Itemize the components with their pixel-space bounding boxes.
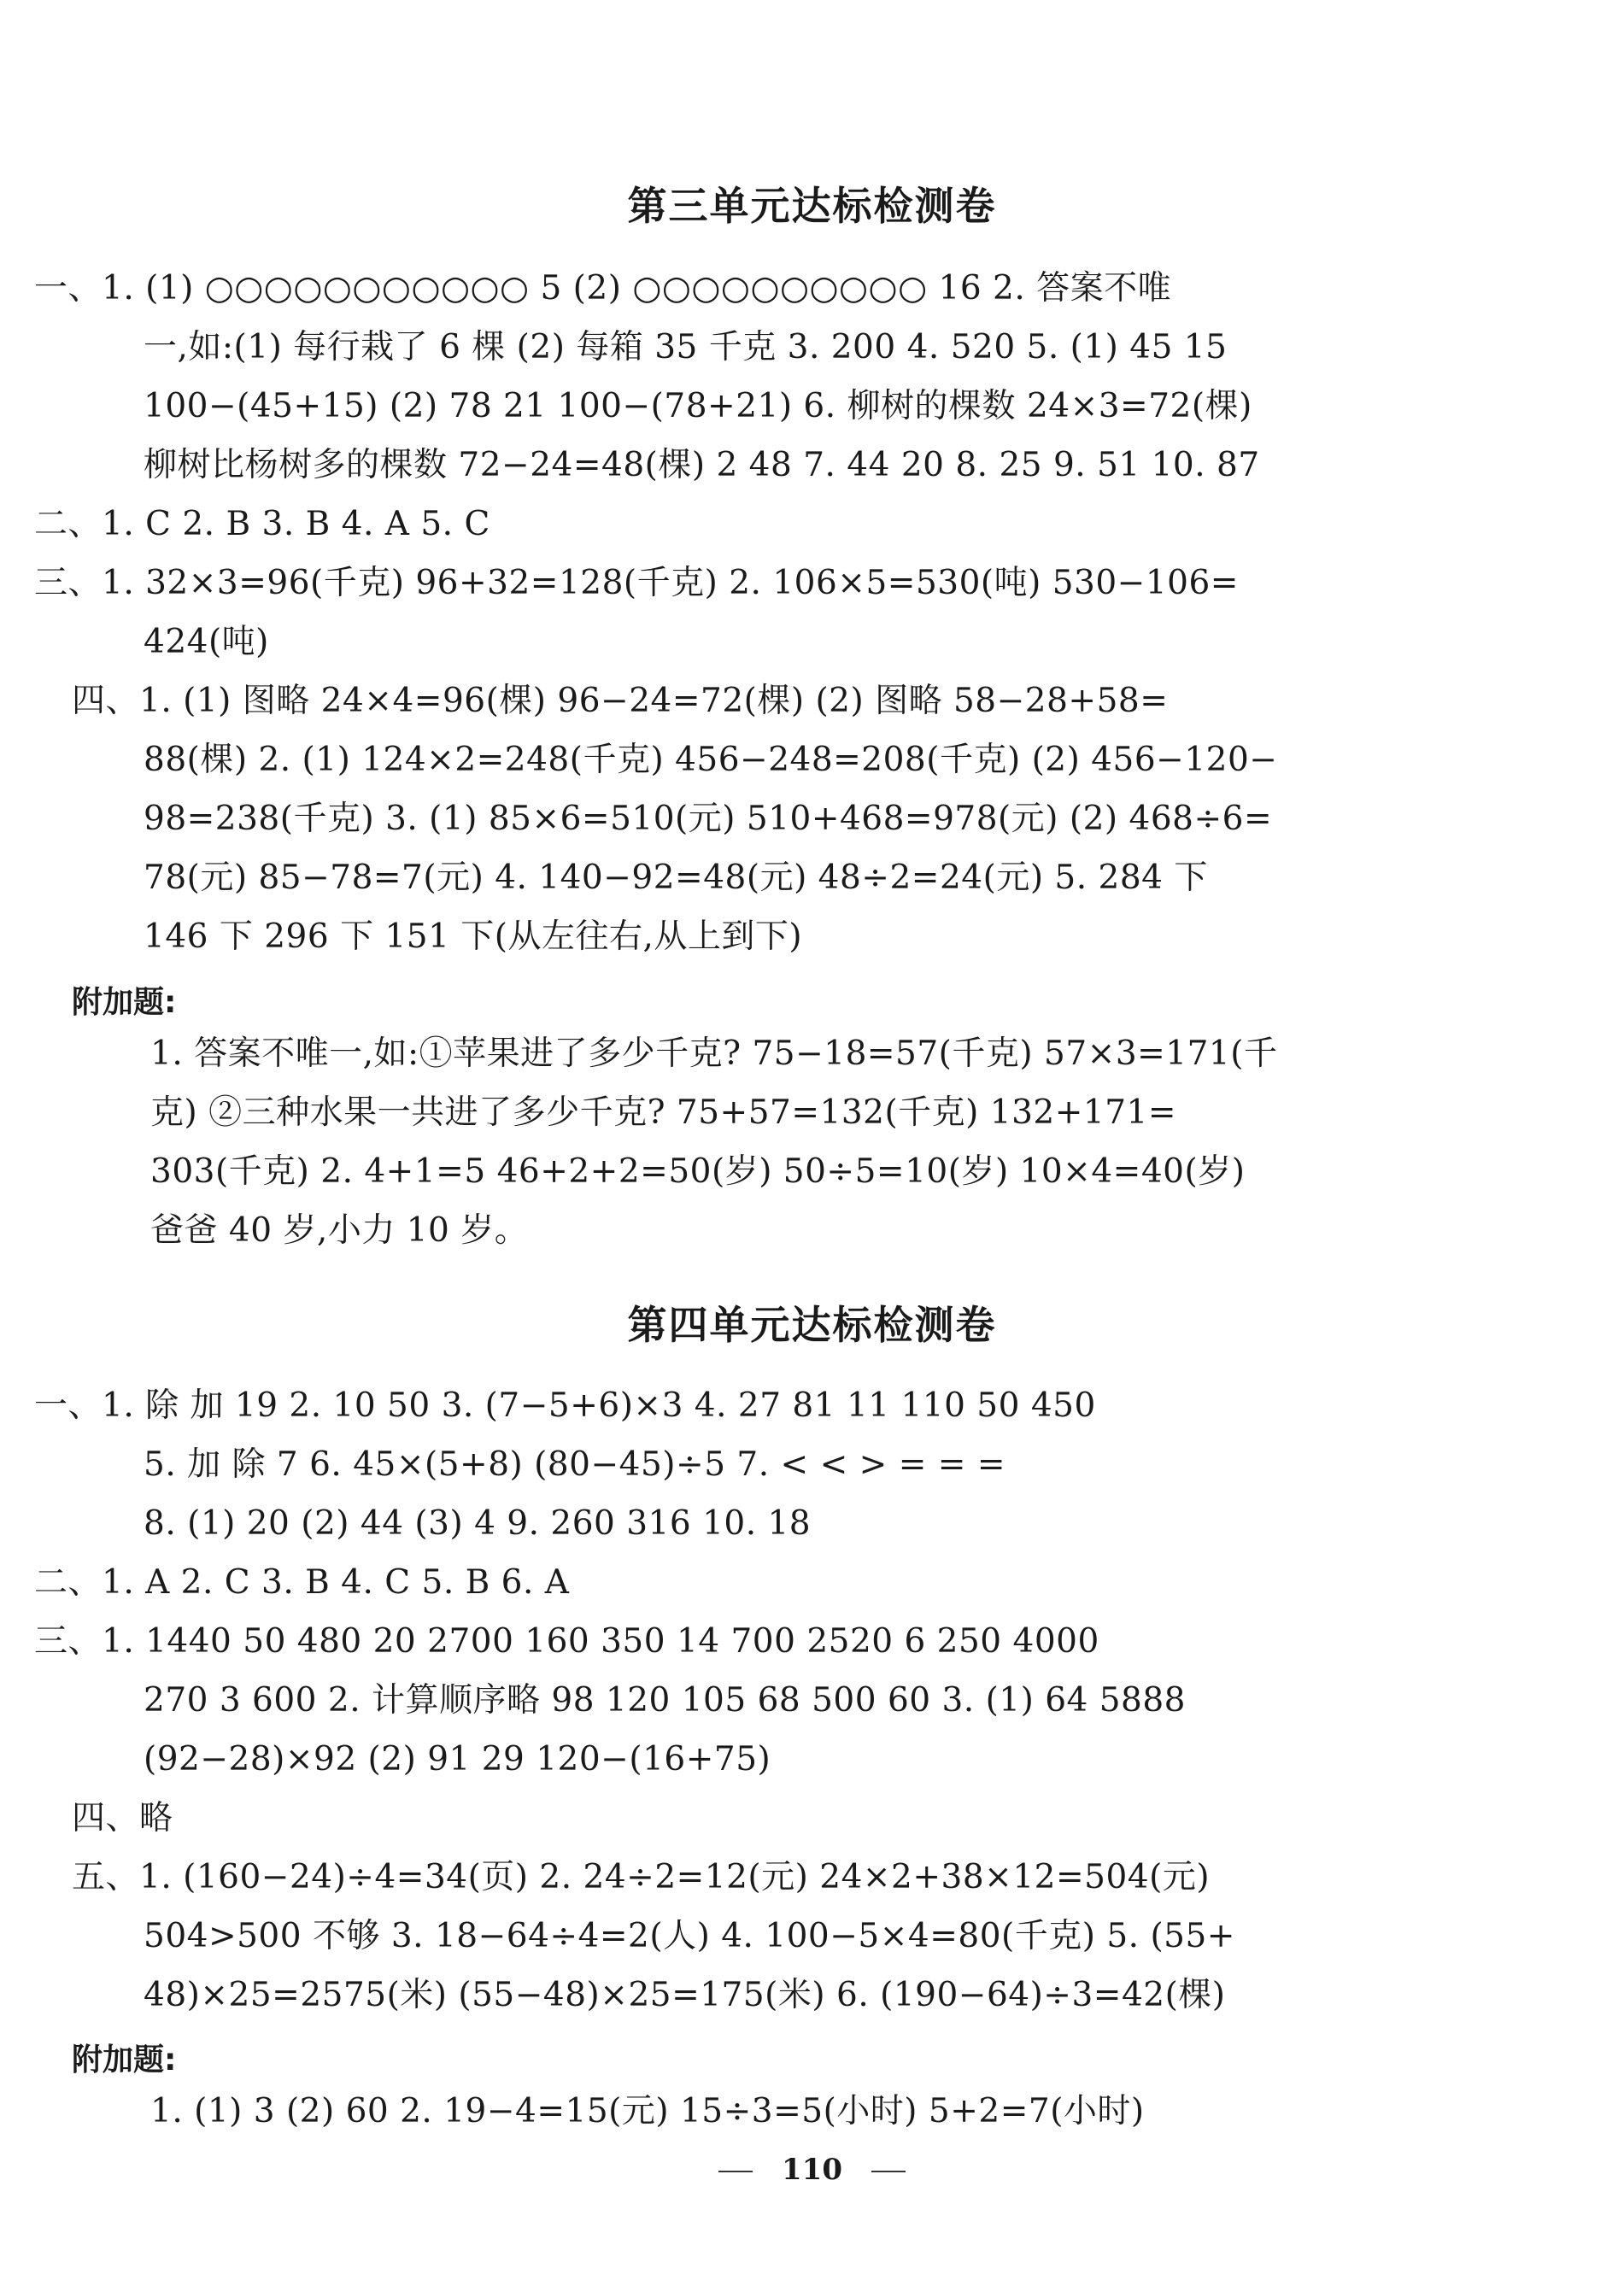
unit3-line-8: 四、1. (1) 图略 24×4=96(棵) 96−24=72(棵) (2) 图略 58−28+58= [72,682,1169,720]
unit3-line-4: 柳树比杨树多的棵数 72−24=48(棵) 2 48 7. 44 20 8. 25 9. 51 10. 87 [144,446,1260,484]
page-number: 110 [782,2153,842,2187]
unit3-line-5: 二、1. C 2. B 3. B 4. A 5. C [34,505,490,543]
footer-dash-left [718,2171,753,2172]
unit3-line-9: 88(棵) 2. (1) 124×2=248(千克) 456−248=208(千克) (2) 456−120− [144,741,1278,779]
unit4-extra-line-1: 1. (1) 3 (2) 60 2. 19−4=15(元) 15÷3=5(小时) 5+2=7(小时) [150,2092,1145,2130]
unit3-line-6: 三、1. 32×3=96(千克) 96+32=128(千克) 2. 106×5=530(吨) 530−106= [34,564,1239,602]
unit4-line-6: 270 3 600 2. 计算顺序略 98 120 105 68 500 60 3. (1) 64 5888 [144,1681,1186,1720]
unit3-line-12: 146 下 296 下 151 下(从左往右,从上到下) [144,917,803,956]
unit3-line-10: 98=238(千克) 3. (1) 85×6=510(元) 510+468=978(元) (2) 468÷6= [144,800,1273,838]
unit3-extra-line-2: 克) ②三种水果一共进了多少千克? 75+57=132(千克) 132+171= [150,1093,1177,1132]
unit3-line-2: 一,如:(1) 每行栽了 6 棵 (2) 每箱 35 千克 3. 200 4. 520 5. (1) 45 15 [144,328,1228,366]
unit3-extra-label: 附加题: [72,985,177,1020]
page-number-footer [0,2153,1624,2187]
unit4-line-3: 8. (1) 20 (2) 44 (3) 4 9. 260 316 10. 18 [144,1504,812,1543]
footer-dash-right [871,2171,906,2172]
unit4-line-9: 五、1. (160−24)÷4=34(页) 2. 24÷2=12(元) 24×2+38×12=504(元) [72,1858,1211,1896]
unit3-line-7: 424(吨) [144,623,269,661]
unit4-line-11: 48)×25=2575(米) (55−48)×25=175(米) 6. (190−64)÷3=42(棵) [144,1976,1226,2014]
unit4-line-2: 5. 加 除 7 6. 45×(5+8) (80−45)÷5 7. < < > = = = [144,1445,1006,1484]
unit4-line-10: 504>500 不够 3. 18−64÷4=2(人) 4. 100−5×4=80(千克) 5. (55+ [144,1917,1235,1955]
unit3-line-1: 一、1. (1) ○○○○○○○○○○○ 5 (2) ○○○○○○○○○○ 16 2. 答案不唯 [34,269,1172,308]
unit4-line-7: (92−28)×92 (2) 91 29 120−(16+75) [144,1740,771,1779]
unit3-extra-line-3: 303(千克) 2. 4+1=5 46+2+2=50(岁) 50÷5=10(岁) 10×4=40(岁) [150,1152,1246,1191]
unit3-line-3: 100−(45+15) (2) 78 21 100−(78+21) 6. 柳树的棵数 24×3=72(棵) [144,387,1252,425]
unit3-line-11: 78(元) 85−78=7(元) 4. 140−92=48(元) 48÷2=24(元) 5. 284 下 [144,859,1208,897]
unit4-line-1: 一、1. 除 加 19 2. 10 50 3. (7−5+6)×3 4. 27 81 11 110 50 450 [34,1386,1096,1425]
unit4-line-4: 二、1. A 2. C 3. B 4. C 5. B 6. A [34,1563,570,1602]
unit3-extra-line-4: 爸爸 40 岁,小力 10 岁。 [150,1211,529,1250]
unit4-title: 第四单元达标检测卷 [627,1302,997,1348]
unit3-extra-line-1: 1. 答案不唯一,如:①苹果进了多少千克? 75−18=57(千克) 57×3=171(千 [150,1034,1278,1073]
unit3-title: 第三单元达标检测卷 [627,183,997,229]
unit4-line-5: 三、1. 1440 50 480 20 2700 160 350 14 700 2520 6 250 4000 [34,1622,1099,1661]
unit4-extra-label: 附加题: [72,2042,177,2078]
unit4-line-8: 四、略 [72,1799,173,1837]
